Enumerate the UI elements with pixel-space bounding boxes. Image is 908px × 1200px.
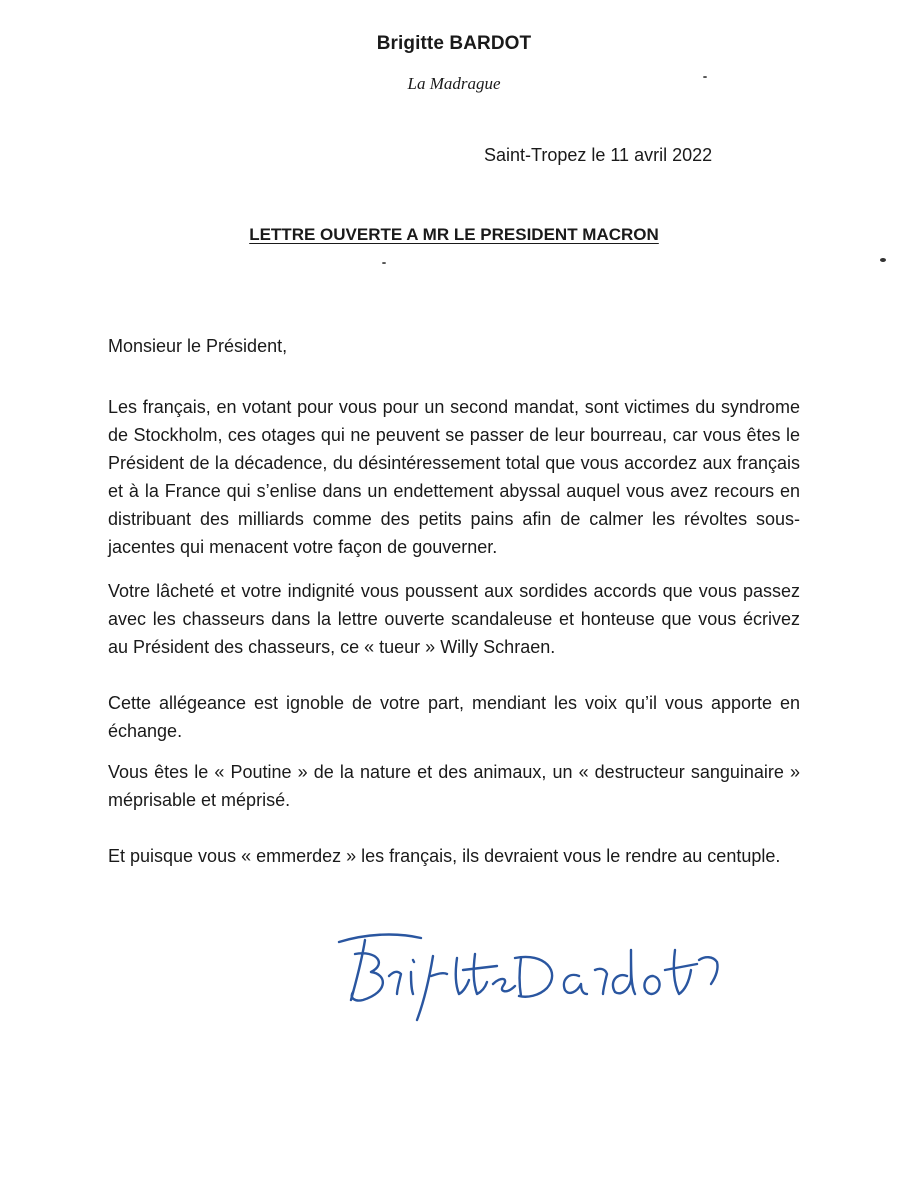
- paragraph-2: Votre lâcheté et votre indignité vous poussent aux sordides accords que vous passez avec les chasseurs dans la lettre ouverte scandaleuse et honteuse que vous écrivez au Président des chasseurs, ce « tueur » Willy Schraen.: [108, 581, 800, 657]
- signature-image: [325, 920, 745, 1030]
- sender-place: La Madrague: [407, 74, 501, 93]
- letter-title: LETTRE OUVERTE A MR LE PRESIDENT MACRON: [249, 225, 659, 244]
- paragraph-1: Les français, en votant pour vous pour un second mandat, sont victimes du syndrome de Stockholm, ces otages qui ne peuvent se passer de leur bourreau, car vous êtes le Président de la décadence, du désintéressement total que vous accordez aux français et à la France qui s’enlise dans un endettement abyssal auquel vous avez recours en distribuant des milliards comme des petits pains afin de calmer les révoltes sous-jacentes qui menacent votre façon de gouverner.: [108, 397, 800, 557]
- date-line: Saint-Tropez le 11 avril 2022: [484, 145, 713, 165]
- scan-speck: [880, 258, 886, 262]
- scan-speck: [703, 76, 707, 78]
- paragraph-4: Vous êtes le « Poutine » de la nature et des animaux, un « destructeur sanguinaire » méprisable et méprisé.: [108, 762, 800, 810]
- paragraph-5: Et puisque vous « emmerdez » les français, ils devraient vous le rendre au centuple.: [108, 846, 781, 866]
- scan-speck: [382, 262, 386, 264]
- sender-name: Brigitte BARDOT: [376, 33, 532, 54]
- paragraph-3: Cette allégeance est ignoble de votre part, mendiant les voix qu’il vous apporte en échange.: [108, 693, 800, 741]
- salutation: Monsieur le Président,: [108, 336, 288, 356]
